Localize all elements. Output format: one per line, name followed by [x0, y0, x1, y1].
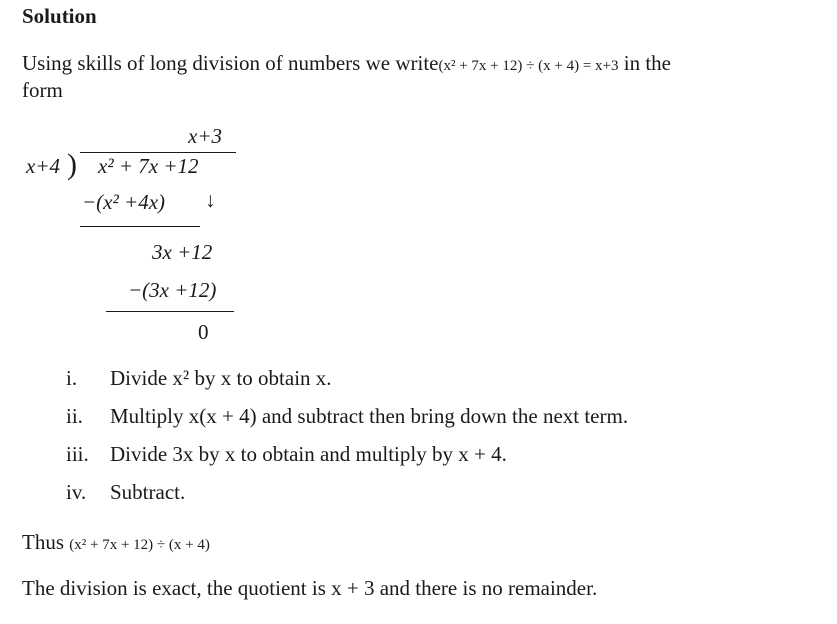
intro-tail: in the — [623, 51, 671, 75]
step-text: Multiply x(x + 4) and subtract then bring down the next term. — [110, 404, 629, 428]
intro-line — [22, 50, 671, 79]
intro-expression: (x² + 7x + 12) ÷ (x + 4) = x+3 — [438, 58, 619, 74]
subtract-line-1 — [80, 226, 200, 227]
step-item — [66, 366, 332, 391]
conclusion: The division is exact, the quotient is x + 3 and there is no remainder. — [22, 576, 598, 600]
remainder-1: 3x +12 — [152, 240, 213, 264]
subtract-step-2: −(3x +12) — [128, 278, 217, 302]
intro-line-2: form — [22, 78, 63, 102]
bring-down-arrow: ↓ — [205, 188, 216, 212]
thus-word: Thus — [22, 530, 64, 554]
solution-heading: Solution — [22, 4, 97, 28]
final-remainder: 0 — [198, 320, 209, 344]
division-bar — [80, 152, 236, 153]
dividend: x² + 7x +12 — [98, 154, 199, 178]
subtract-line-2 — [106, 311, 234, 312]
step-text: Divide 3x by x to obtain and multiply by x + 4. — [110, 442, 507, 466]
step-number: iv. — [66, 480, 87, 504]
divisor: x+4 — [26, 154, 60, 178]
step-item — [66, 480, 185, 505]
step-number: ii. — [66, 404, 83, 428]
step-item — [66, 404, 628, 429]
step-number: i. — [66, 366, 78, 390]
subtract-step-1: −(x² +4x) — [82, 190, 166, 214]
step-text: Divide x² by x to obtain x. — [110, 366, 332, 390]
quotient: x+3 — [188, 124, 222, 148]
step-number: iii. — [66, 442, 89, 466]
thus-line — [22, 530, 210, 555]
intro-text: Using skills of long division of numbers we write — [22, 51, 439, 75]
step-text: Subtract. — [110, 480, 186, 504]
thus-expression: (x² + 7x + 12) ÷ (x + 4) — [69, 537, 210, 553]
step-item — [66, 442, 507, 467]
division-bracket: ) — [67, 148, 77, 181]
